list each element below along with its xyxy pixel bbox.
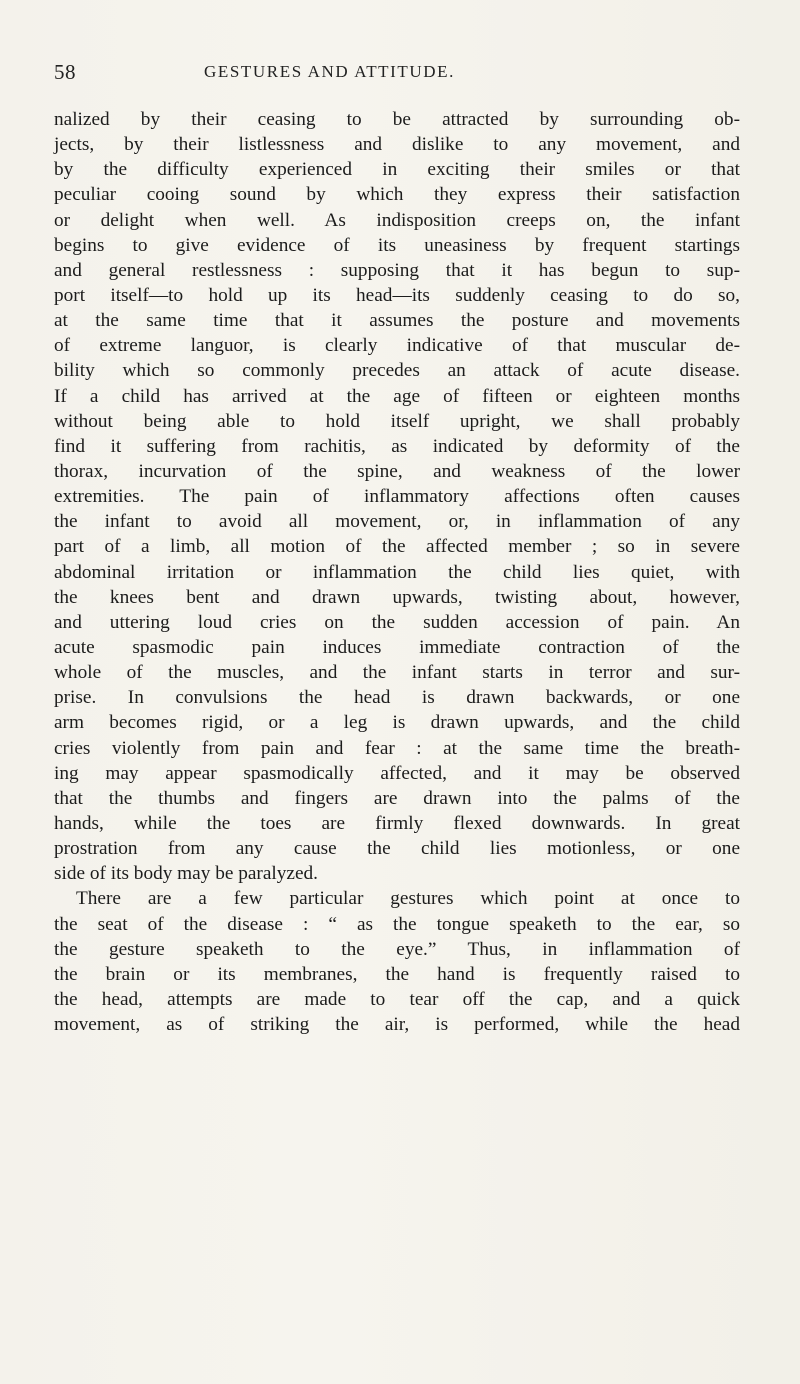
text-line: and uttering loud cries on the sudden accession of pain. An [54, 611, 740, 633]
text-line: or delight when well. As indisposition creeps on, the infant [54, 209, 740, 231]
text-line: cries violently from pain and fear : at the same time the breath- [54, 737, 740, 759]
text-line: acute spasmodic pain induces immediate contraction of the [54, 636, 740, 658]
text-line: arm becomes rigid, or a leg is drawn upwards, and the child [54, 712, 740, 734]
text-line: without being able to hold itself upright, we shall probably [54, 410, 740, 432]
text-line: that the thumbs and fingers are drawn into the palms of the [54, 787, 740, 809]
text-line: by the difficulty experienced in exciting their smiles or that [54, 159, 740, 181]
text-line: the brain or its membranes, the hand is frequently raised to [54, 963, 740, 985]
text-line: and general restlessness : supposing that it has begun to sup- [54, 259, 740, 281]
text-line: begins to give evidence of its uneasiness by frequent startings [54, 234, 740, 256]
text-line: extremities. The pain of inflammatory affections often causes [54, 486, 740, 508]
text-line: nalized by their ceasing to be attracted by surrounding ob- [54, 109, 740, 130]
text-line: find it suffering from rachitis, as indicated by deformity of the [54, 435, 740, 457]
text-line: side of its body may be paralyzed. [54, 863, 318, 885]
text-line: ing may appear spasmodically affected, and it may be observed [54, 762, 740, 784]
text-line: thorax, incurvation of the spine, and weakness of the lower [54, 460, 740, 482]
text-line: abdominal irritation or inflammation the child lies quiet, with [54, 561, 740, 583]
text-line: prostration from any cause the child lies motionless, or one [54, 838, 740, 860]
text-line: bility which so commonly precedes an attack of acute disease. [54, 360, 740, 382]
running-title: GESTURES AND ATTITUDE. [204, 62, 456, 81]
text-line: movement, as of striking the air, is performed, while the head [54, 1014, 740, 1036]
text-line: the head, attempts are made to tear off the cap, and a quick [54, 988, 740, 1010]
text-line: There are a few particular gestures which point at once to [76, 888, 740, 910]
text-line: of extreme languor, is clearly indicative of that muscular de- [54, 335, 740, 357]
text-line: port itself—to hold up its head—its suddenly ceasing to do so, [54, 284, 740, 306]
page-header [54, 60, 744, 90]
text-line: the infant to avoid all movement, or, in inflammation of any [54, 511, 740, 533]
body-text [54, 107, 740, 1037]
text-line: at the same time that it assumes the posture and movements [54, 310, 740, 332]
page-number: 58 [54, 60, 76, 84]
text-line: whole of the muscles, and the infant starts in terror and sur- [54, 662, 740, 684]
paragraph-2 [54, 886, 740, 1037]
text-line: the knees bent and drawn upwards, twisting about, however, [54, 586, 740, 608]
text-line: the seat of the disease : “ as the tongue speaketh to the ear, so [54, 913, 740, 935]
text-line: peculiar cooing sound by which they express their satisfaction [54, 184, 740, 206]
text-line: If a child has arrived at the age of fifteen or eighteen months [54, 385, 740, 407]
paragraph-1 [54, 107, 740, 886]
text-line: prise. In convulsions the head is drawn backwards, or one [54, 687, 740, 709]
text-line: the gesture speaketh to the eye.” Thus, in inflammation of [54, 938, 740, 960]
text-line: hands, while the toes are firmly flexed downwards. In great [54, 812, 740, 834]
text-line: jects, by their listlessness and dislike to any movement, and [54, 134, 740, 156]
text-line: part of a limb, all motion of the affected member ; so in severe [54, 536, 740, 558]
